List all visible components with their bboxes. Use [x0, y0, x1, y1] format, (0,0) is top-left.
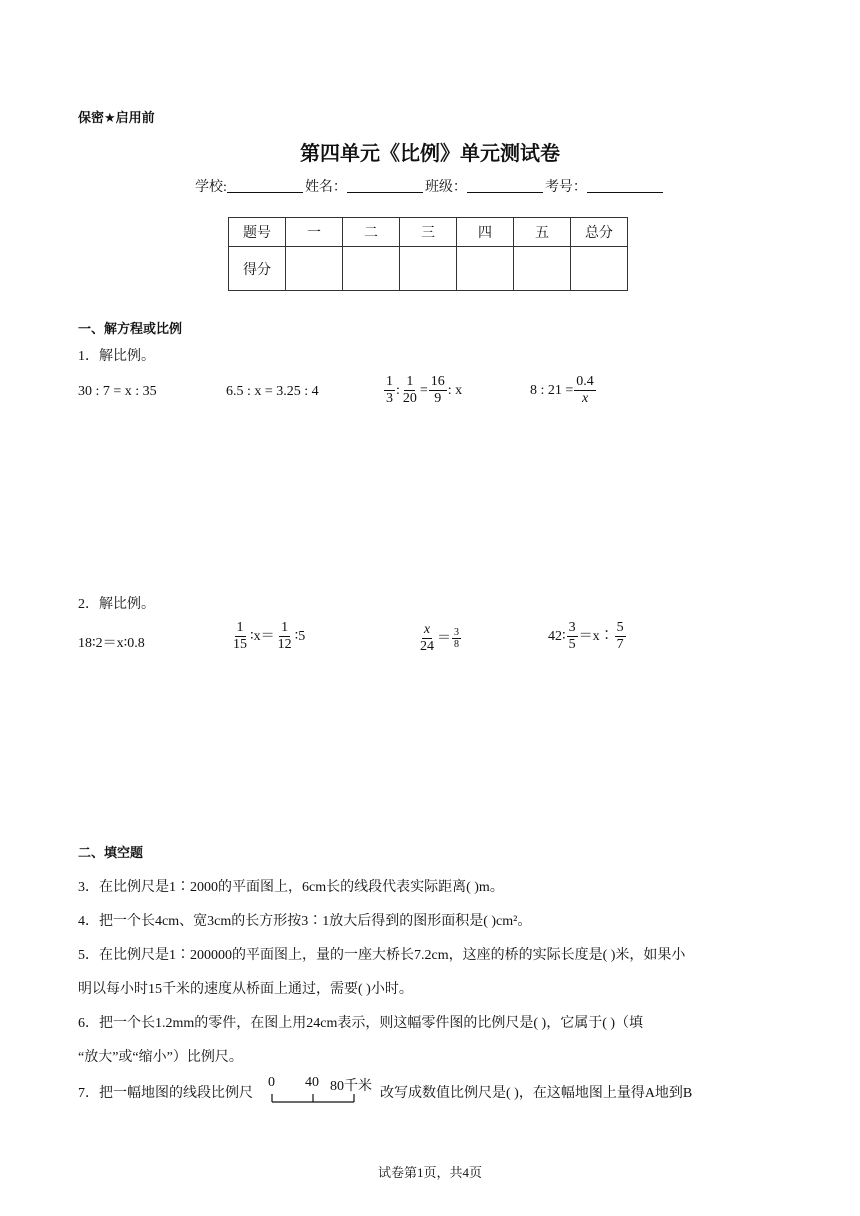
score-row-label: 得分: [229, 247, 286, 291]
score-cell[interactable]: [571, 247, 628, 291]
student-info-line: [0, 176, 860, 196]
scale-label-0: 0: [268, 1075, 275, 1090]
score-table-score-row: [229, 247, 628, 291]
page-footer: 试卷第1页，共4页: [377, 1165, 482, 1180]
q1-equation-2: 6.5 : x = 3.25 : 4: [226, 384, 319, 399]
score-cell[interactable]: [343, 247, 400, 291]
confidential-label: 保密★启用前: [78, 110, 155, 125]
question-7-prefix: 7．把一幅地图的线段比例尺: [78, 1086, 253, 1101]
question-6-line-2: “放大”或“缩小”）比例尺。: [78, 1050, 243, 1065]
q1-equation-1: 30 : 7 = x : 35: [78, 384, 157, 399]
score-header-cell: 二: [343, 218, 400, 247]
fraction: $\frac{16}{9}$: [430, 374, 445, 407]
fraction: $\frac{3}{8}$: [454, 626, 459, 651]
score-cell[interactable]: [514, 247, 571, 291]
line-scale-bar: [268, 1074, 380, 1108]
score-header-cell: 题号: [229, 218, 286, 247]
section-1-title: 一、解方程或比例: [78, 322, 183, 337]
fraction: $\frac{5}{7}$: [616, 620, 624, 653]
fraction: $\frac{3}{5}$: [568, 620, 576, 653]
question-6-line-1: 6．把一个长1.2mm的零件，在图上用24cm表示，则这幅零件图的比例尺是( )，它属于( )（填: [78, 1016, 644, 1031]
fraction: $\frac{x}{24}$: [420, 622, 434, 655]
score-cell[interactable]: [286, 247, 343, 291]
question-7-suffix: 改写成数值比例尺是( )，在这幅地图上量得A地到B: [380, 1086, 693, 1101]
question-4: 4．把一个长4cm、宽3cm的长方形按3∶1放大后得到的图形面积是( )cm²。: [78, 914, 532, 929]
scale-label-80km: 80千米: [330, 1079, 372, 1094]
q1-equation-4: 8 : 21 = $\frac{0.4}{x}$: [530, 374, 594, 407]
class-label: 班级：: [424, 180, 467, 195]
score-header-cell: 四: [457, 218, 514, 247]
question-3: 3．在比例尺是1∶2000的平面图上，6cm长的线段代表实际距离( )m。: [78, 880, 504, 895]
question-5-line-2: 明以每小时15千米的速度从桥面上通过，需要( )小时。: [78, 982, 413, 997]
section-2-title: 二、填空题: [78, 846, 144, 861]
q2-equation-3: $\frac{x}{24}$ ＝ $\frac{3}{8}$: [420, 622, 459, 655]
fraction: $\frac{1}{12}$: [277, 620, 292, 653]
score-header-cell: 三: [400, 218, 457, 247]
score-header-cell: 总分: [571, 218, 628, 247]
q2-equation-4: 42∶ $\frac{3}{5}$ ＝x∶ $\frac{5}{7}$: [548, 620, 624, 653]
scale-label-40: 40: [305, 1075, 319, 1090]
fraction: $\frac{1}{3}$: [386, 374, 393, 407]
score-header-cell: 五: [514, 218, 571, 247]
fraction: $\frac{1}{20}$: [402, 374, 417, 407]
number-label: 考号：: [544, 180, 587, 195]
class-blank[interactable]: [467, 178, 543, 193]
number-blank[interactable]: [587, 178, 663, 193]
score-cell[interactable]: [400, 247, 457, 291]
fraction: $\frac{1}{15}$: [233, 620, 247, 653]
name-blank[interactable]: [347, 178, 423, 193]
q2-equation-2: $\frac{1}{15}$ ∶x＝ $\frac{1}{12}$ ∶5: [233, 620, 306, 653]
question-2-stem: 2．解比例。: [78, 597, 155, 612]
fraction: $\frac{0.4}{x}$: [576, 374, 594, 407]
school-label: 学校:: [195, 180, 227, 195]
question-1-stem: 1．解比例。: [78, 349, 155, 364]
q1-equation-3: $\frac{1}{3}$ : $\frac{1}{20}$ = $\frac{16}{9}$ : x: [386, 374, 463, 407]
page-title: 第四单元《比例》单元测试卷: [300, 141, 560, 165]
school-blank[interactable]: [227, 178, 303, 193]
name-label: 姓名：: [304, 180, 347, 195]
question-5-line-1: 5．在比例尺是1∶200000的平面图上，量的一座大桥长7.2cm，这座的桥的实际长度是( )米，如果小: [78, 948, 686, 963]
score-table: [228, 217, 628, 291]
score-header-cell: 一: [286, 218, 343, 247]
q2-equation-1: 18∶2＝x∶0.8: [78, 636, 145, 651]
score-table-header-row: [229, 218, 628, 247]
score-cell[interactable]: [457, 247, 514, 291]
